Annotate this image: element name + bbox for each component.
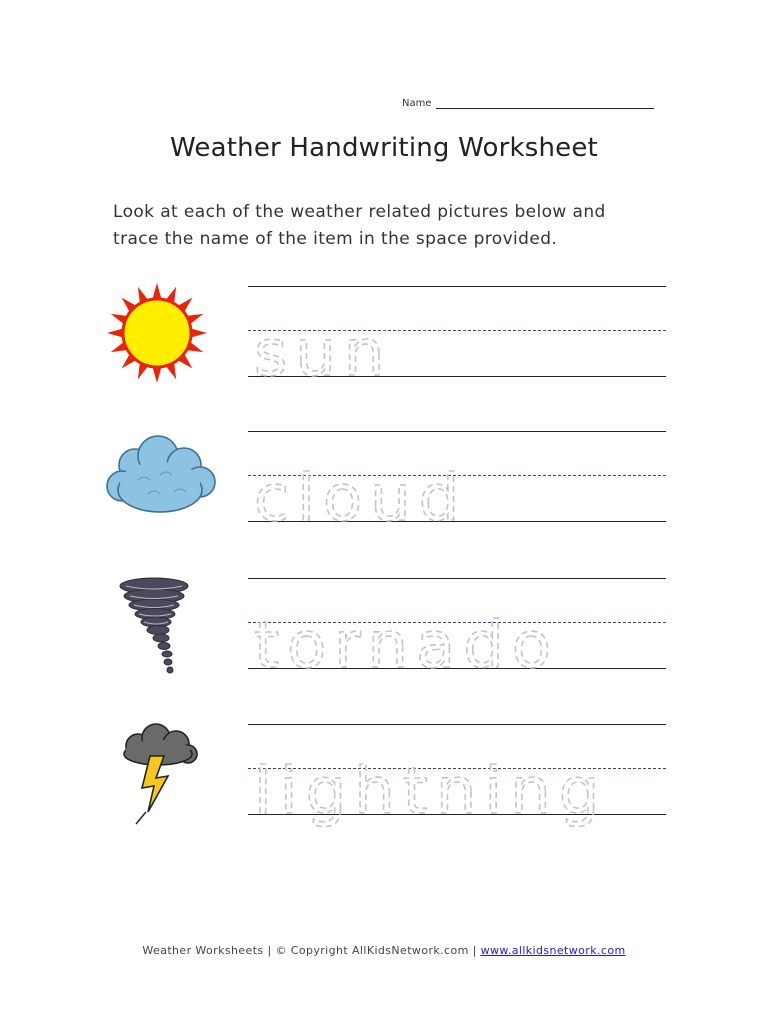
footer <box>0 944 768 957</box>
instructions-line-1: Look at each of the weather related pictures below and <box>113 202 606 222</box>
worksheet-row-lightning <box>0 708 768 858</box>
trace-word: sun <box>254 317 393 391</box>
cloud-icon <box>100 430 220 520</box>
page-title: Weather Handwriting Worksheet <box>170 133 598 163</box>
lightning-icon <box>112 720 202 830</box>
writing-lines-sun[interactable] <box>248 286 666 396</box>
name-line[interactable] <box>436 96 654 109</box>
trace-word: tornado <box>254 609 559 683</box>
tornado-icon <box>112 572 202 682</box>
name-field[interactable] <box>402 96 654 109</box>
instructions <box>113 199 673 253</box>
footer-text: Weather Worksheets | © Copyright AllKidsNetwork.com | <box>142 944 481 957</box>
trace-word-lightning <box>248 724 666 884</box>
writing-lines-cloud[interactable] <box>248 431 666 541</box>
worksheet-row-tornado <box>0 562 768 682</box>
instructions-line-2: trace the name of the item in the space provided. <box>113 229 558 249</box>
trace-word: lightning <box>254 755 608 829</box>
name-label: Name <box>402 98 432 109</box>
worksheet-row-sun <box>0 270 768 390</box>
worksheet-row-cloud <box>0 415 768 535</box>
writing-lines-lightning[interactable] <box>248 724 666 834</box>
writing-lines-tornado[interactable] <box>248 578 666 688</box>
sun-icon <box>102 282 212 382</box>
trace-word: cloud <box>254 462 468 536</box>
footer-link[interactable]: www.allkidsnetwork.com <box>480 944 626 957</box>
